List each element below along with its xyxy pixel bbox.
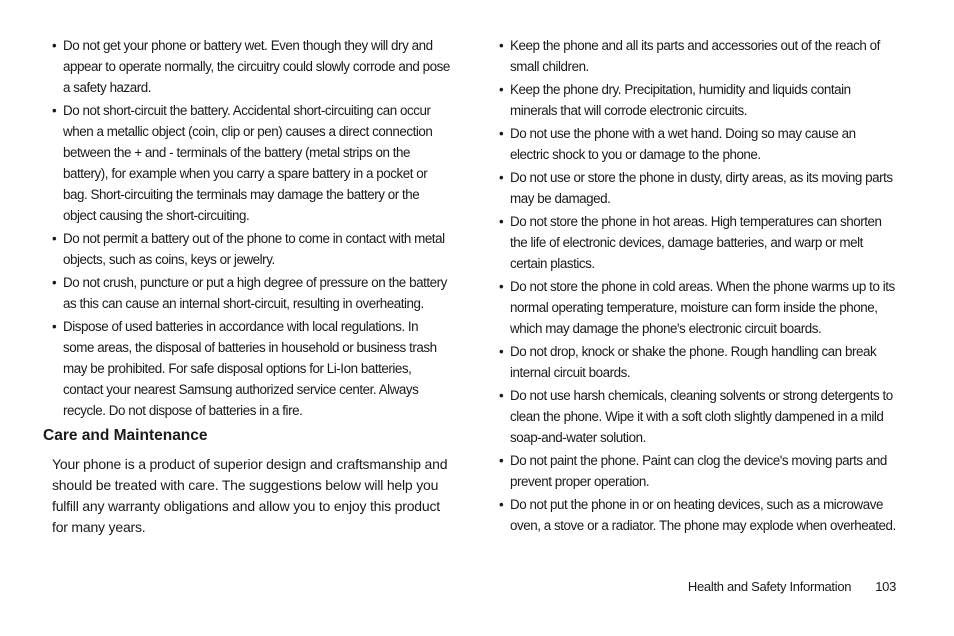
page-number: 103 <box>875 579 896 594</box>
bullet-marker: • <box>499 38 504 53</box>
bullet-marker: • <box>499 388 504 403</box>
right-column <box>497 35 897 538</box>
care-maintenance-list <box>497 35 897 536</box>
list-item <box>497 211 897 274</box>
list-item <box>497 450 897 492</box>
list-item <box>50 316 450 421</box>
list-item <box>497 494 897 536</box>
list-item-text: Do not crush, puncture or put a high degree of pressure on the battery as this can cause an internal short-circuit, resulting in overheating. <box>63 275 447 311</box>
bullet-marker: • <box>499 453 504 468</box>
list-item <box>497 79 897 121</box>
list-item-text: Do not drop, knock or shake the phone. Rough handling can break internal circuit boards. <box>510 344 877 380</box>
section-heading: Care and Maintenance <box>43 427 208 444</box>
list-item-text: Do not use the phone with a wet hand. Doing so may cause an electric shock to you or damage to the phone. <box>510 126 856 162</box>
list-item-text: Do not use harsh chemicals, cleaning solvents or strong detergents to clean the phone. Wipe it with a soft cloth slightly dampened in a mild soap-and-water solution. <box>510 388 893 445</box>
list-item-text: Do not short-circuit the battery. Accidental short-circuiting can occur when a metallic object (coin, clip or pen) causes a direct connection between the + and - terminals of the battery (metal strips on the battery), for example when you carry a spare battery in a pocket or bag. Short-circuiting the terminals may damage the battery or the object causing the short-circuiting. <box>63 103 433 223</box>
bullet-marker: • <box>52 38 57 53</box>
bullet-marker: • <box>499 497 504 512</box>
list-item-text: Do not use or store the phone in dusty, dirty areas, as its moving parts may be damaged. <box>510 170 893 206</box>
list-item <box>497 123 897 165</box>
list-item-text: Keep the phone and all its parts and accessories out of the reach of small children. <box>510 38 880 74</box>
bullet-marker: • <box>52 275 57 290</box>
list-item-text: Do not get your phone or battery wet. Even though they will dry and appear to operate normally, the circuitry could slowly corrode and pose a safety hazard. <box>63 38 450 95</box>
bullet-marker: • <box>52 103 57 118</box>
bullet-marker: • <box>499 279 504 294</box>
bullet-marker: • <box>52 231 57 246</box>
page-footer <box>688 579 896 594</box>
list-item-text: Do not permit a battery out of the phone to come in contact with metal objects, such as coins, keys or jewelry. <box>63 231 445 267</box>
list-item <box>497 35 897 77</box>
list-item <box>497 167 897 209</box>
bullet-marker: • <box>499 344 504 359</box>
list-item <box>50 228 450 270</box>
list-item-text: Do not store the phone in cold areas. When the phone warms up to its normal operating temperature, moisture can form inside the phone, which may damage the phone's electronic circuit boards. <box>510 279 895 336</box>
list-item-text: Do not store the phone in hot areas. High temperatures can shorten the life of electronic devices, damage batteries, and warp or melt certain plastics. <box>510 214 882 271</box>
intro-paragraph: Your phone is a product of superior design and craftsmanship and should be treated with care. The suggestions below will help you fulfill any warranty obligations and allow you to enjoy this product for many years. <box>52 456 448 535</box>
left-column <box>43 35 450 538</box>
bullet-marker: • <box>499 82 504 97</box>
list-item <box>497 276 897 339</box>
list-item <box>50 100 450 226</box>
list-item-text: Dispose of used batteries in accordance with local regulations. In some areas, the disposal of batteries in household or business trash may be prohibited. For safe disposal options for Li-Ion batteries, contact your nearest Samsung authorized service center. Always recycle. Do not dispose of batteries in a fire. <box>63 319 437 418</box>
bullet-marker: • <box>499 170 504 185</box>
list-item <box>50 272 450 314</box>
battery-safety-list <box>50 35 450 421</box>
bullet-marker: • <box>499 126 504 141</box>
bullet-marker: • <box>499 214 504 229</box>
list-item-text: Do not paint the phone. Paint can clog the device's moving parts and prevent proper operation. <box>510 453 887 489</box>
list-item-text: Keep the phone dry. Precipitation, humidity and liquids contain minerals that will corrode electronic circuits. <box>510 82 851 118</box>
list-item <box>497 341 897 383</box>
footer-section-title: Health and Safety Information <box>687 579 852 594</box>
list-item <box>50 35 450 98</box>
bullet-marker: • <box>52 319 57 334</box>
list-item-text: Do not put the phone in or on heating devices, such as a microwave oven, a stove or a radiator. The phone may explode when overheated. <box>510 497 896 533</box>
list-item <box>497 385 897 448</box>
